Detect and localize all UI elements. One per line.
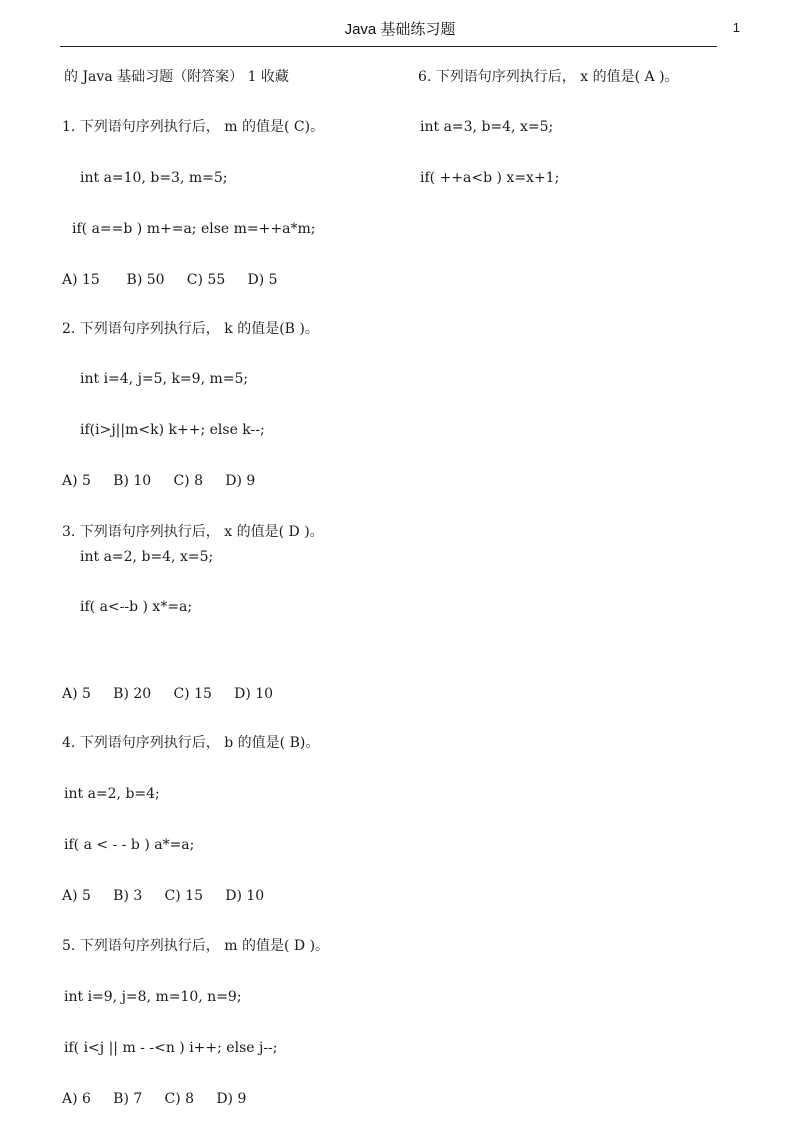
question-3-text: 3. 下列语句序列执行后， x 的值是( D )。 xyxy=(62,524,324,540)
question-1-options: A) 15 B) 50 C) 55 D) 5 xyxy=(62,272,278,288)
question-1-code-2: if( a==b ) m+=a; else m=++a*m; xyxy=(72,221,316,237)
question-3-code-1: int a=2, b=4, x=5; xyxy=(80,549,214,565)
page-header-title: Java 基础练习题 xyxy=(344,21,456,38)
question-1-code-1: int a=10, b=3, m=5; xyxy=(80,170,228,186)
question-2-text: 2. 下列语句序列执行后， k 的值是(B )。 xyxy=(62,321,319,337)
page-number: 1 xyxy=(732,20,740,35)
question-2-code-1: int i=4, j=5, k=9, m=5; xyxy=(80,371,249,387)
question-5-text: 5. 下列语句序列执行后， m 的值是( D )。 xyxy=(62,938,330,954)
question-4-code-1: int a=2, b=4; xyxy=(64,786,160,802)
question-4-code-2: if( a < - - b ) a*=a; xyxy=(64,837,195,853)
document-heading: 的 Java 基础习题（附答案） 1 收藏 xyxy=(64,69,289,85)
question-6-text: 6. 下列语句序列执行后， x 的值是( A )。 xyxy=(418,69,679,85)
question-3-code-2: if( a<--b ) x*=a; xyxy=(80,599,193,615)
question-4-text: 4. 下列语句序列执行后， b 的值是( B)。 xyxy=(62,735,320,751)
question-3-options: A) 5 B) 20 C) 15 D) 10 xyxy=(62,686,274,702)
question-5-code-1: int i=9, j=8, m=10, n=9; xyxy=(64,989,242,1005)
question-2-options: A) 5 B) 10 C) 8 D) 9 xyxy=(62,473,256,489)
question-5-options: A) 6 B) 7 C) 8 D) 9 xyxy=(62,1091,247,1107)
question-1-text: 1. 下列语句序列执行后， m 的值是( C)。 xyxy=(62,119,325,135)
question-5-code-2: if( i<j || m - -<n ) i++; else j--; xyxy=(64,1040,278,1056)
question-4-options: A) 5 B) 3 C) 15 D) 10 xyxy=(62,888,265,904)
header-divider xyxy=(60,46,717,47)
question-2-code-2: if(i>j||m<k) k++; else k--; xyxy=(80,422,265,438)
question-6-code-2: if( ++a<b ) x=x+1; xyxy=(420,170,560,186)
question-6-code-1: int a=3, b=4, x=5; xyxy=(420,119,554,135)
